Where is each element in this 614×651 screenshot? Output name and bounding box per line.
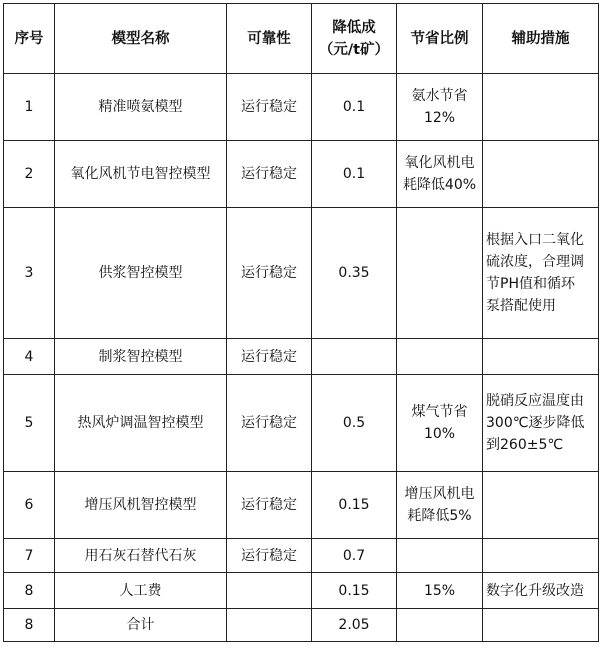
table-row (4, 539, 599, 573)
cell-model: 合计 (55, 609, 227, 642)
table-row (4, 375, 599, 472)
cell-saving (397, 609, 483, 642)
header-cost-line2: （元/t矿） (318, 41, 390, 58)
cell-saving-line1: 增压风机电 (404, 486, 475, 502)
cell-cost: 0.1 (312, 74, 397, 141)
cell-seq: 5 (4, 375, 55, 472)
cell-reliability: 运行稳定 (227, 339, 312, 375)
cell-model: 供浆智控模型 (55, 208, 227, 339)
cell-reliability: 运行稳定 (227, 472, 312, 539)
cell-saving-line2: 耗降低40% (402, 177, 477, 193)
cell-seq: 3 (4, 208, 55, 339)
table-row (4, 339, 599, 375)
table-row (4, 472, 599, 539)
cell-cost: 0.5 (312, 375, 397, 472)
cell-saving-line1: 氨水节省 (411, 88, 468, 104)
header-row (4, 4, 599, 74)
cell-measure-line: 硫浓度，合理调 (486, 254, 584, 270)
header-cost (312, 4, 397, 74)
cell-measure-line: 根据入口二氧化 (486, 232, 584, 248)
cell-saving (397, 539, 483, 573)
cell-saving (397, 375, 483, 472)
cell-saving (397, 472, 483, 539)
smart-control-model-table (3, 3, 599, 642)
cell-measure-line: 节PH值和循环 (486, 276, 575, 292)
cell-saving-line1: 氧化风机电 (404, 155, 475, 171)
cell-cost: 0.1 (312, 141, 397, 208)
cell-model: 氧化风机节电智控模型 (55, 141, 227, 208)
cell-seq: 2 (4, 141, 55, 208)
cell-measure (483, 375, 599, 472)
cell-reliability: 运行稳定 (227, 375, 312, 472)
cell-saving-line1: 煤气节省 (411, 404, 468, 420)
cell-cost: 0.15 (312, 573, 397, 609)
table-row (4, 74, 599, 141)
cell-seq: 4 (4, 339, 55, 375)
header-saving: 节省比例 (397, 4, 483, 74)
cell-measure-line: 泵搭配使用 (486, 298, 556, 314)
cell-saving-line2: 耗降低5% (407, 508, 472, 524)
cell-model: 制浆智控模型 (55, 339, 227, 375)
table-row (4, 573, 599, 609)
cell-reliability: 运行稳定 (227, 74, 312, 141)
table-row (4, 609, 599, 642)
cell-model: 人工费 (55, 573, 227, 609)
cell-model: 用石灰石替代石灰 (55, 539, 227, 573)
table-row (4, 141, 599, 208)
cell-reliability: 运行稳定 (227, 539, 312, 573)
cell-measure (483, 609, 599, 642)
cell-reliability: 运行稳定 (227, 141, 312, 208)
cell-measure-line: 到260±5℃ (486, 437, 564, 453)
cell-saving (397, 208, 483, 339)
cell-model: 热风炉调温智控模型 (55, 375, 227, 472)
cell-saving (397, 141, 483, 208)
cell-measure (483, 74, 599, 141)
cell-saving: 15% (397, 573, 483, 609)
cell-reliability (227, 573, 312, 609)
cell-measure (483, 472, 599, 539)
cell-cost: 0.15 (312, 472, 397, 539)
cell-seq: 8 (4, 609, 55, 642)
cell-reliability: 运行稳定 (227, 208, 312, 339)
cell-saving (397, 339, 483, 375)
cell-seq: 6 (4, 472, 55, 539)
header-reliability: 可靠性 (227, 4, 312, 74)
cell-measure (483, 339, 599, 375)
cell-cost: 2.05 (312, 609, 397, 642)
header-model: 模型名称 (55, 4, 227, 74)
cell-saving-line2: 10% (423, 426, 456, 442)
cell-model: 增压风机智控模型 (55, 472, 227, 539)
cell-seq: 8 (4, 573, 55, 609)
cell-saving-line2: 12% (423, 110, 456, 126)
cell-seq: 7 (4, 539, 55, 573)
cell-measure (483, 539, 599, 573)
cell-model: 精准喷氨模型 (55, 74, 227, 141)
cell-reliability (227, 609, 312, 642)
cell-cost: 0.35 (312, 208, 397, 339)
cell-measure-line: 300℃逐步降低 (486, 415, 585, 431)
cell-cost: 0.7 (312, 539, 397, 573)
cell-seq: 1 (4, 74, 55, 141)
cell-cost (312, 339, 397, 375)
cell-measure (483, 141, 599, 208)
header-cost-line1: 降低成 (332, 19, 376, 36)
table-row (4, 208, 599, 339)
cell-measure: 数字化升级改造 (483, 573, 599, 609)
header-measure: 辅助措施 (483, 4, 599, 74)
cell-saving (397, 74, 483, 141)
cell-measure (483, 208, 599, 339)
header-seq: 序号 (4, 4, 55, 74)
cell-measure-line: 脱硝反应温度由 (486, 393, 584, 409)
